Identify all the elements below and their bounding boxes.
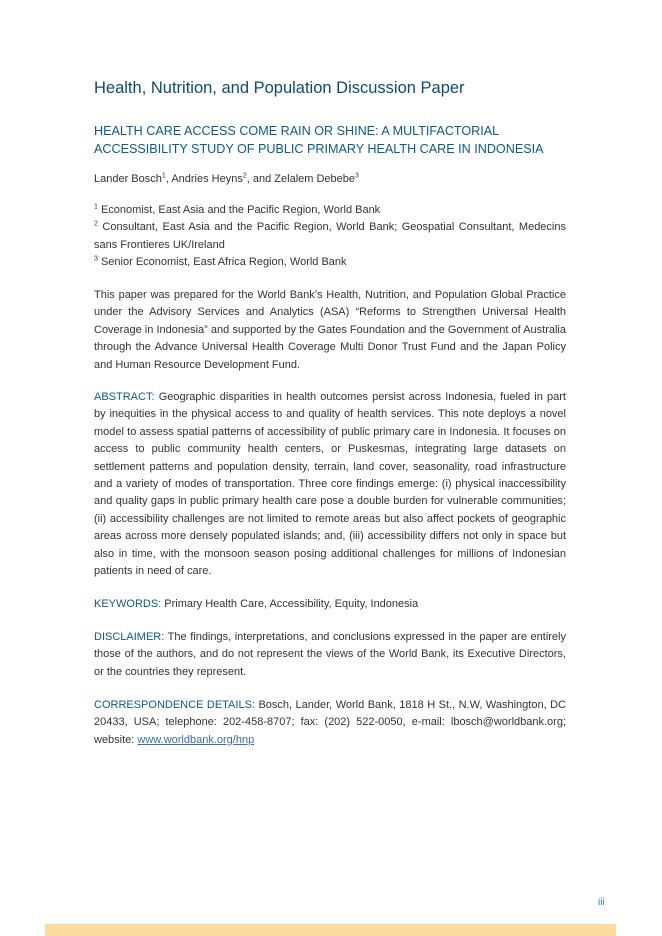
author-list [94, 171, 566, 188]
page-number: iii [598, 897, 605, 908]
correspondence-text: Bosch, Lander, World Bank, 1818 H St., N.W, Washington, DC 20433, USA; telephone: 202-458-8707; fax: (202) 522-0050, e-mail: lbosch@worldbank.org; website: [94, 699, 566, 746]
affiliations [94, 202, 566, 272]
affiliation [94, 254, 566, 271]
affiliation-text: Economist, East Asia and the Pacific Region, World Bank [100, 204, 381, 216]
disclaimer-text: The findings, interpretations, and conclusions expressed in the paper are entirely those of the authors, and do not represent the views of the World Bank, its Executive Directors, or the countries they represent. [94, 631, 566, 678]
abstract-text: Geographic disparities in health outcomes persist across Indonesia, fueled in part by inequities in the physical access to and quality of health services. This note deploys a novel model to assess spatial patterns of accessibility of public primary care in Indonesia. It focuses on access to public community health centers, or Puskesmas, integrating large datasets on settlement patterns and population density, terrain, land cover, seasonality, road infrastructure and a variety of modes of transportation. Three core findings emerge: (i) physical inaccessibility and quality gaps in public primary health care pose a double burden for vulnerable communities; (ii) accessibility challenges are not limited to remote areas but also affect pockets of geographic areas across more densely populated islands; and, (iii) accessibility differs not only in space but also in time, with the monsoon season posing additional challenges for millions of Indonesian patients in need of care. [94, 391, 566, 578]
correspondence-label: CORRESPONDENCE DETAILS: [94, 699, 255, 711]
author-sup: 3 [355, 172, 359, 180]
affiliation [94, 219, 566, 254]
affiliation-sup: 3 [94, 255, 98, 263]
correspondence [94, 697, 566, 749]
footer-bar [45, 924, 616, 936]
author: Andries Heyns [171, 173, 243, 185]
disclaimer [94, 629, 566, 681]
affiliation-text: Senior Economist, East Africa Region, World Bank [100, 256, 347, 269]
disclaimer-label: DISCLAIMER: [94, 631, 165, 643]
series-title: Health, Nutrition, and Population Discussion Paper [94, 79, 465, 97]
author-sup: 2 [242, 172, 247, 180]
keywords-label: KEYWORDS: [94, 598, 162, 610]
author-sup: 1 [161, 172, 166, 180]
website-link[interactable]: www.worldbank.org/hnp [137, 733, 255, 746]
author-separator: , [165, 173, 172, 185]
author-separator: , and [246, 173, 275, 185]
author: Zelalem Debebe [274, 173, 356, 185]
keywords [94, 596, 566, 613]
author: Lander Bosch [94, 173, 162, 185]
affiliation-sup: 1 [94, 203, 98, 211]
keywords-text: Primary Health Care, Accessibility, Equity, Indonesia [164, 598, 419, 610]
abstract-label: ABSTRACT: [94, 391, 155, 403]
abstract [94, 389, 566, 580]
affiliation-sup: 2 [94, 220, 98, 228]
affiliation-text: Consultant, East Asia and the Pacific Region, World Bank; Geospatial Consultant, Medecins sans Frontieres UK/Ireland [94, 221, 566, 251]
paper-title: HEALTH CARE ACCESS COME RAIN OR SHINE: A MULTIFACTORIAL ACCESSIBILITY STUDY OF PUBLIC PRIMARY HEALTH CARE IN INDONESIA [94, 124, 544, 156]
preparation-note: This paper was prepared for the World Bank’s Health, Nutrition, and Population Global Practice under the Advisory Services and Analytics (ASA) “Reforms to Strengthen Universal Health Coverage in Indonesia” and supported by the Gates Foundation and the Government of Australia through the Advance Universal Health Coverage Multi Donor Trust Fund and the Japan Policy and Human Resource Development Fund. [94, 289, 566, 371]
affiliation [94, 202, 566, 219]
